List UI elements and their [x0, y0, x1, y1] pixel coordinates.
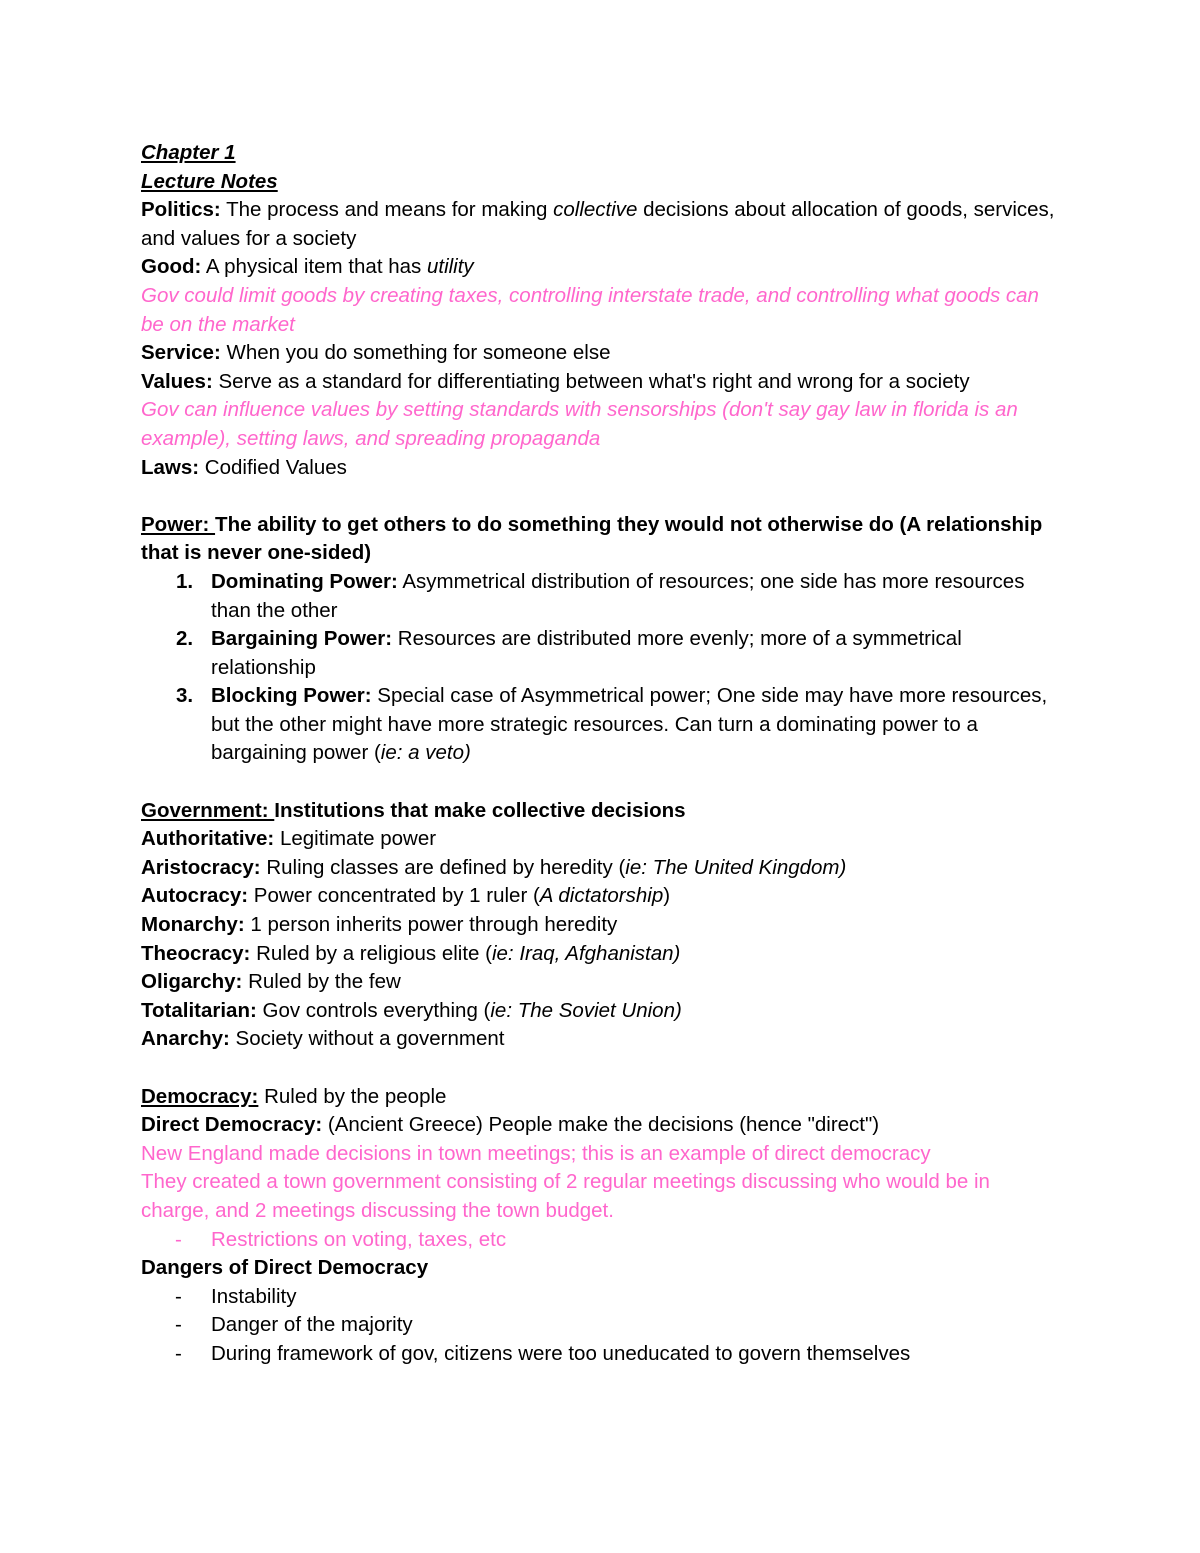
definition-text: Serve as a standard for differentiating between what's right and wrong for a society [212, 369, 970, 393]
note-values: Gov can influence values by setting standards with sensorships (don't say gay law in florida is an example), setting laws, and spreading propaganda [141, 398, 1018, 450]
list-item [176, 682, 1061, 768]
dash-bullet: - [175, 1284, 182, 1308]
list-number: 2. [176, 627, 194, 651]
definition-text: Legitimate power [274, 827, 437, 851]
term-label: Politics: [141, 198, 221, 222]
definition-text: Ruling classes are defined by heredity ( [260, 855, 626, 879]
definition-text: (Ancient Greece) People make the decisions (hence "direct") [322, 1113, 880, 1137]
note-new-england: New England made decisions in town meetings; this is an example of direct democracy [141, 1141, 931, 1165]
lecture-notes-subtitle: Lecture Notes [141, 169, 278, 193]
power-heading [141, 511, 1061, 568]
list-item [175, 1226, 1061, 1255]
power-types-list [141, 568, 1061, 768]
list-item-text: Restrictions on voting, taxes, etc [211, 1227, 507, 1251]
section-term: Power: [141, 512, 216, 536]
section-heading-text: Institutions that make collective decisions [274, 798, 686, 822]
definition-text: decisions about allocation of goods, services, and values for a society [141, 198, 1055, 250]
definition-text: The process and means for making [220, 198, 554, 222]
definition-text: Power concentrated by 1 ruler ( [248, 884, 540, 908]
definition-emphasis: ie: The United Kingdom) [625, 855, 847, 879]
document-page [141, 139, 1061, 1369]
definition-text: Special case of Asymmetrical power; One side may have more resources, but the other might have more strategic resources. Can turn a dominating power to a bargaining power ( [211, 684, 1048, 765]
definition-text: A physical item that has [201, 255, 427, 279]
spacer [141, 1054, 1061, 1083]
section-term: Democracy: [141, 1084, 259, 1108]
dash-bullet: - [175, 1227, 182, 1251]
government-type [141, 1025, 1061, 1054]
term-label: Dominating Power: [211, 569, 398, 593]
term-label: Service: [141, 341, 221, 365]
dangers-list [141, 1283, 1061, 1369]
definition-values [141, 368, 1061, 397]
definition-text: Ruled by the few [242, 970, 401, 994]
section-term: Government: [141, 798, 275, 822]
government-types-list [141, 825, 1061, 1054]
definition-text: Society without a government [229, 1027, 505, 1051]
section-heading-text: Ruled by the people [258, 1084, 447, 1108]
list-number: 1. [176, 569, 194, 593]
definition-politics [141, 196, 1061, 253]
definition-text: Gov controls everything ( [256, 998, 491, 1022]
list-item [175, 1283, 1061, 1312]
government-type [141, 882, 1061, 911]
definition-text: Ruled by a religious elite ( [250, 941, 492, 965]
term-label: Authoritative: [141, 827, 275, 851]
section-heading-text: The ability to get others to do something they would not otherwise do (A relationship that is never one-sided) [141, 512, 1043, 565]
dash-bullet: - [175, 1313, 182, 1337]
definition-emphasis: A dictatorship [539, 884, 664, 908]
term-label: Direct Democracy: [141, 1113, 323, 1137]
note-goods: Gov could limit goods by creating taxes, controlling interstate trade, and controlling what goods can be on the market [141, 283, 1039, 336]
term-label: Theocracy: [141, 941, 251, 965]
definition-service [141, 339, 1061, 368]
dash-bullet: - [175, 1341, 182, 1365]
term-label: Good: [141, 255, 202, 279]
term-label: Blocking Power: [211, 684, 372, 708]
definition-text: When you do something for someone else [220, 341, 611, 365]
term-label: Totalitarian: [141, 998, 257, 1022]
definition-text: 1 person inherits power through heredity [244, 913, 618, 937]
definition-laws [141, 454, 1061, 483]
term-label: Monarchy: [141, 913, 245, 937]
list-item [176, 568, 1061, 625]
term-label: Laws: [141, 455, 200, 479]
government-type [141, 940, 1061, 969]
government-heading [141, 797, 1061, 826]
definition-text: Resources are distributed more evenly; more of a symmetrical relationship [211, 627, 962, 679]
definition-emphasis: ie: a veto) [380, 741, 471, 765]
definition-emphasis: utility [426, 255, 474, 279]
list-item-text: During framework of gov, citizens were too uneducated to govern themselves [211, 1341, 911, 1365]
list-item-text: Instability [211, 1284, 297, 1308]
definition-emphasis: ie: The Soviet Union) [490, 998, 682, 1022]
note-town-government: They created a town government consisting of 2 regular meetings discussing who would be in charge, and 2 meetings discussing the town budget. [141, 1170, 990, 1222]
list-item-text: Danger of the majority [211, 1313, 413, 1337]
list-item [176, 625, 1061, 682]
term-label: Aristocracy: [141, 855, 261, 879]
definition-text: ) [663, 884, 671, 908]
government-type [141, 854, 1061, 883]
term-label: Anarchy: [141, 1027, 230, 1051]
definition-text: Codified Values [199, 455, 347, 479]
spacer [141, 768, 1061, 797]
list-number: 3. [176, 684, 194, 708]
definition-direct-democracy [141, 1111, 1061, 1140]
government-type [141, 997, 1061, 1026]
term-label: Autocracy: [141, 884, 249, 908]
government-type [141, 911, 1061, 940]
definition-good [141, 253, 1061, 282]
government-type [141, 968, 1061, 997]
spacer [141, 482, 1061, 511]
note-bullet-list [141, 1226, 1061, 1255]
list-item [175, 1340, 1061, 1369]
term-label: Bargaining Power: [211, 627, 393, 651]
list-item [175, 1311, 1061, 1340]
term-label: Oligarchy: [141, 970, 243, 994]
government-type [141, 825, 1061, 854]
dangers-heading: Dangers of Direct Democracy [141, 1256, 429, 1280]
definition-emphasis: collective [553, 198, 638, 222]
definition-emphasis: ie: Iraq, Afghanistan) [491, 941, 681, 965]
definition-text: Asymmetrical distribution of resources; one side has more resources than the other [211, 569, 1025, 622]
chapter-title: Chapter 1 [141, 141, 236, 164]
democracy-heading [141, 1083, 1061, 1112]
term-label: Values: [141, 369, 213, 393]
